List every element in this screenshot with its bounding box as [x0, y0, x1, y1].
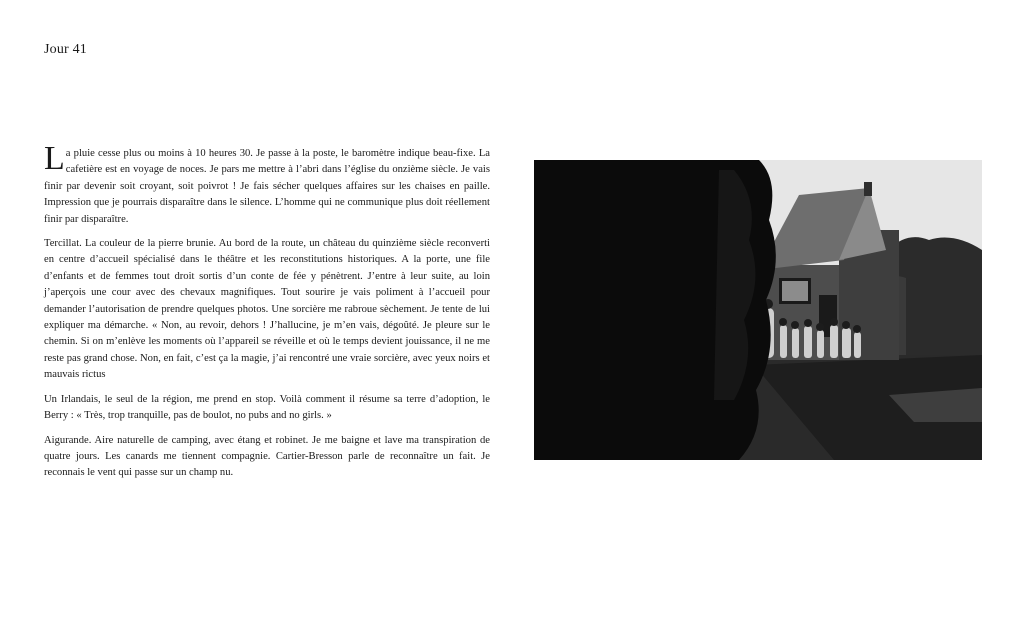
paragraph-1	[44, 140, 490, 228]
photo-scene	[534, 160, 982, 460]
paragraph-3: Un Irlandais, le seul de la région, me prend en stop. Voilà comment il résume sa terre d’adoption, le Berry : « Très, trop tranquille, pas de boulot, no pubs and no girls. »	[44, 393, 490, 422]
journal-text-column	[44, 140, 490, 490]
drop-cap: L	[44, 140, 65, 177]
paragraph-2: Tercillat. La couleur de la pierre brunie. Au bord de la route, un château du quinzième siècle reconverti en centre d’accueil spécialisé dans le théâtre et les reconstitutions historiques. A la porte, une file d’enfants et de femmes tout droit sortis d’un conte de fée y pénètrent. J’entre à leur suite, au loin j’aperçois une cour avec des chevaux magnifiques. Tout sourire je vais poliment à l’accueil pour demander l’autorisation de prendre quelques photos. Une sorcière me rabroue sèchement. Je tente de lui expliquer ma démarche. « Non, au revoir, dehors ! J’hallucine, je m’en vais, dégoûté. Je pleure sur le chemin. Si on m’enlève les moments où l’appareil se réveille et où le temps devient jouissance, il ne me reste pas grand chose. Non, en fait, c’est ça la magie, j’ai rencontré une vraie sorcière, avec yeux noirs et mauvais rictus	[44, 238, 490, 381]
paragraph-1-body: a pluie cesse plus ou moins à 10 heures 30. Je passe à la poste, le baromètre indique beau-fixe. La cafetière est en voyage de noces. Je pars me mettre à l’abri dans l’église du onzième siècle. Je vais finir par devenir soit croyant, soit poivrot ! Je fais sécher quelques affaires sur les chaises en paille. Impression que je pourrais disparaître dans le silence. L’homme qui ne communique plus doit réellement finir par disparaître.	[44, 148, 490, 225]
page-heading-day: Jour 41	[44, 42, 88, 57]
paragraph-4: Aigurande. Aire naturelle de camping, avec étang et robinet. Je me baigne et lave ma transpiration de quatre jours. Les canards me tiennent compagnie. Cartier-Bresson parle de reconnaître un fait. Je reconnais le vent qui passe sur un champ nu.	[44, 434, 490, 479]
bw-photograph	[534, 160, 982, 460]
